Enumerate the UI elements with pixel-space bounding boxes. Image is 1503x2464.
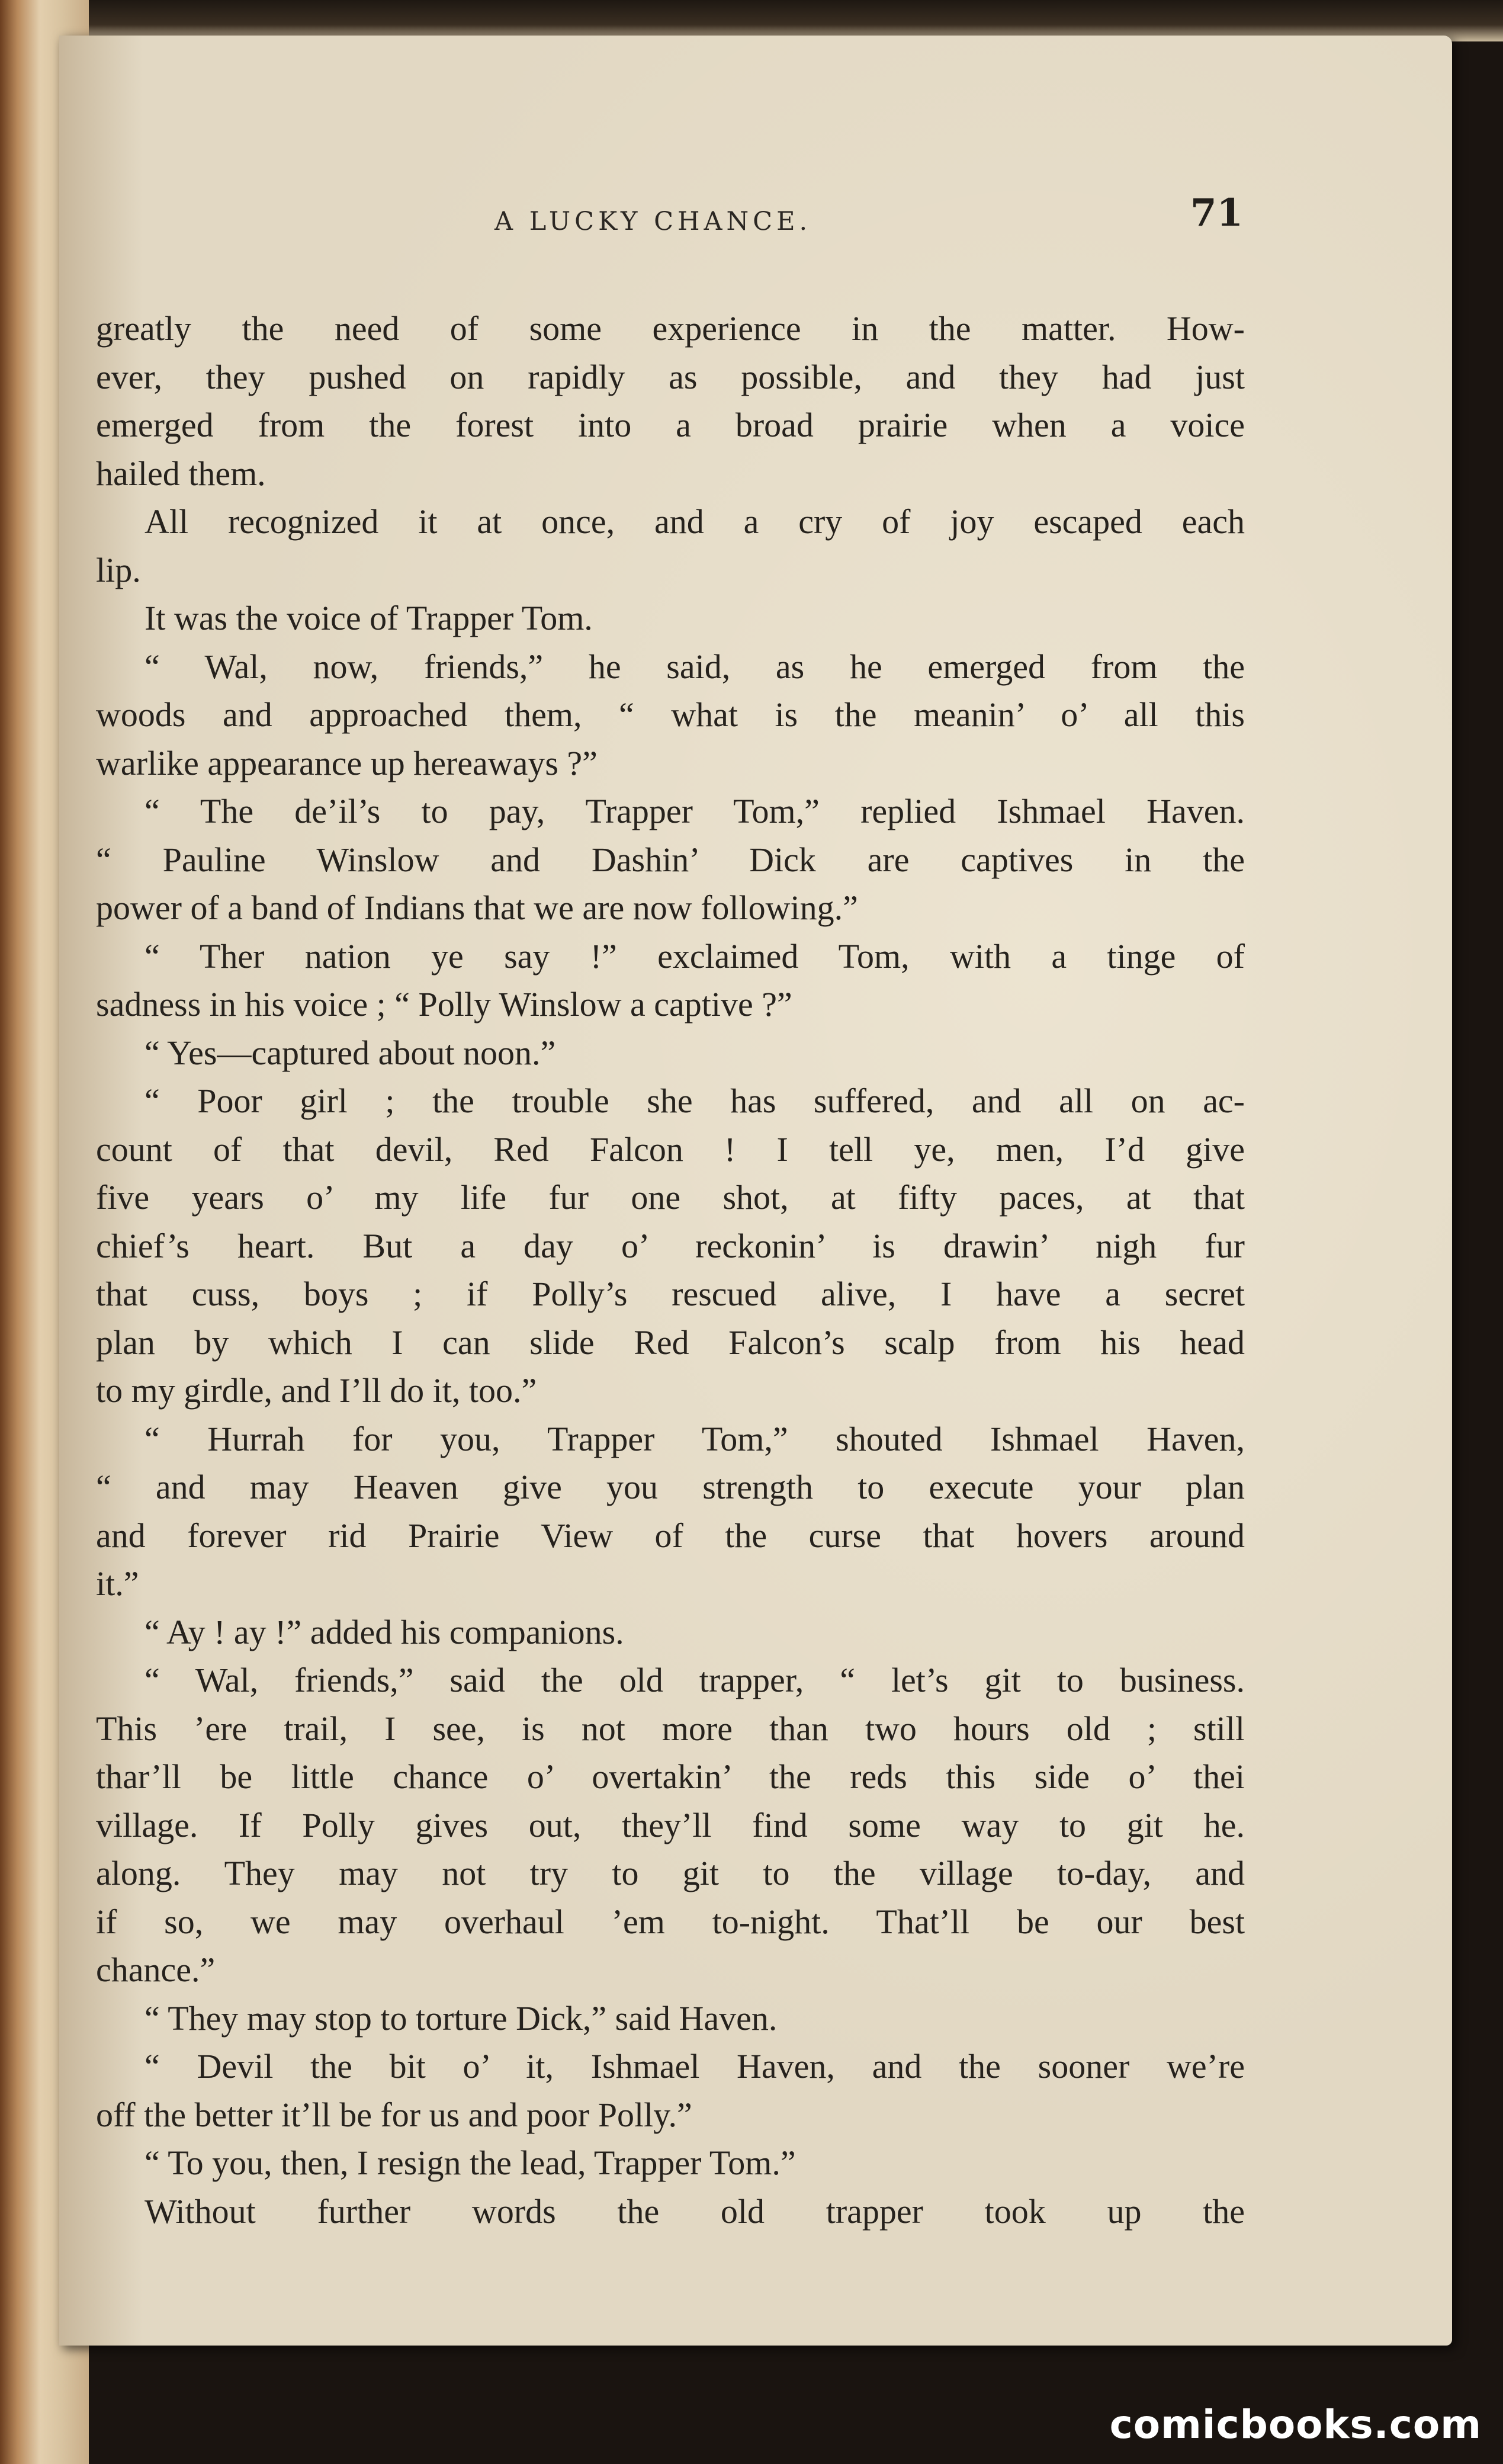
text-line: sadness in his voice ; “ Polly Winslow a captive ?” [96,985,792,1024]
text-line: chance.” [96,1950,216,1989]
text-line: warlike appearance up hereaways ?” [96,743,598,782]
text-line: off the better it’ll be for us and poor Polly.” [96,2095,692,2134]
text-line: plan by which I can slide Red Falcon’s scalp from his head [96,1323,1245,1362]
text-line: “ Yes—captured about noon.” [144,1033,556,1072]
text-line: power of a band of Indians that we are now following.” [96,888,858,927]
text-line: Without further words the old trapper took up the [144,2192,1245,2231]
text-line: “ Pauline Winslow and Dashin’ Dick are captives in the [96,840,1245,879]
text-line: emerged from the forest into a broad prairie when a voice [96,406,1245,444]
book-page [59,36,1452,2346]
text-line: it.” [96,1564,139,1603]
text-line: hailed them. [96,454,266,493]
text-line: village. If Polly gives out, they’ll find some way to git he. [96,1805,1245,1844]
text-line: if so, we may overhaul ’em to-night. That’ll be our best [96,1902,1245,1941]
text-line: and forever rid Prairie View of the curse that hovers around [96,1516,1245,1555]
text-line: woods and approached them, “ what is the meanin’ o’ all this [96,695,1245,734]
watermark: comicbooks.com [1109,2402,1482,2447]
page-number: 71 [1190,191,1244,235]
text-line: “ They may stop to torture Dick,” said Haven. [144,1998,778,2038]
text-line: It was the voice of Trapper Tom. [144,599,593,637]
text-line: “ Hurrah for you, Trapper Tom,” shouted Ishmael Haven, [144,1419,1245,1458]
text-line: “ Ay ! ay !” added his companions. [144,1612,624,1651]
text-line: to my girdle, and I’ll do it, too.” [96,1371,537,1410]
running-head [59,180,1452,251]
text-line: “ and may Heaven give you strength to execute your plan [96,1468,1245,1506]
text-line: “ Devil the bit o’ it, Ishmael Haven, and the sooner we’re [144,2047,1245,2086]
text-line: “ Ther nation ye say !” exclaimed Tom, with a tinge of [144,936,1245,976]
text-line: “ Wal, friends,” said the old trapper, “ let’s git to business. [144,1661,1245,1699]
text-line: ever, they pushed on rapidly as possible, and they had just [96,357,1245,396]
text-line: lip. [96,550,141,589]
text-line: along. They may not try to git to the village to-day, and [96,1854,1245,1892]
text-body [96,304,1245,2235]
running-title: A LUCKY CHANCE. [494,207,812,236]
text-line: count of that devil, Red Falcon ! I tell ye, men, I’d give [96,1130,1245,1169]
text-line: that cuss, boys ; if Polly’s rescued alive, I have a secret [96,1275,1245,1313]
text-line: “ Poor girl ; the trouble she has suffered, and all on ac- [144,1082,1245,1120]
text-line: chief’s heart. But a day o’ reckonin’ is drawin’ nigh fur [96,1226,1245,1265]
text-line: thar’ll be little chance o’ overtakin’ the reds this side o’ thei [96,1757,1245,1796]
text-line: “ Wal, now, friends,” he said, as he emerged from the [144,647,1245,686]
text-line: “ The de’il’s to pay, Trapper Tom,” replied Ishmael Haven. [144,792,1245,830]
text-line: All recognized it at once, and a cry of joy escaped each [144,502,1245,541]
text-line: “ To you, then, I resign the lead, Trapper Tom.” [144,2144,796,2182]
text-line: five years o’ my life fur one shot, at fifty paces, at that [96,1178,1245,1217]
text-line: greatly the need of some experience in the matter. How- [96,309,1245,348]
text-line: This ’ere trail, I see, is not more than two hours old ; still [96,1709,1245,1748]
